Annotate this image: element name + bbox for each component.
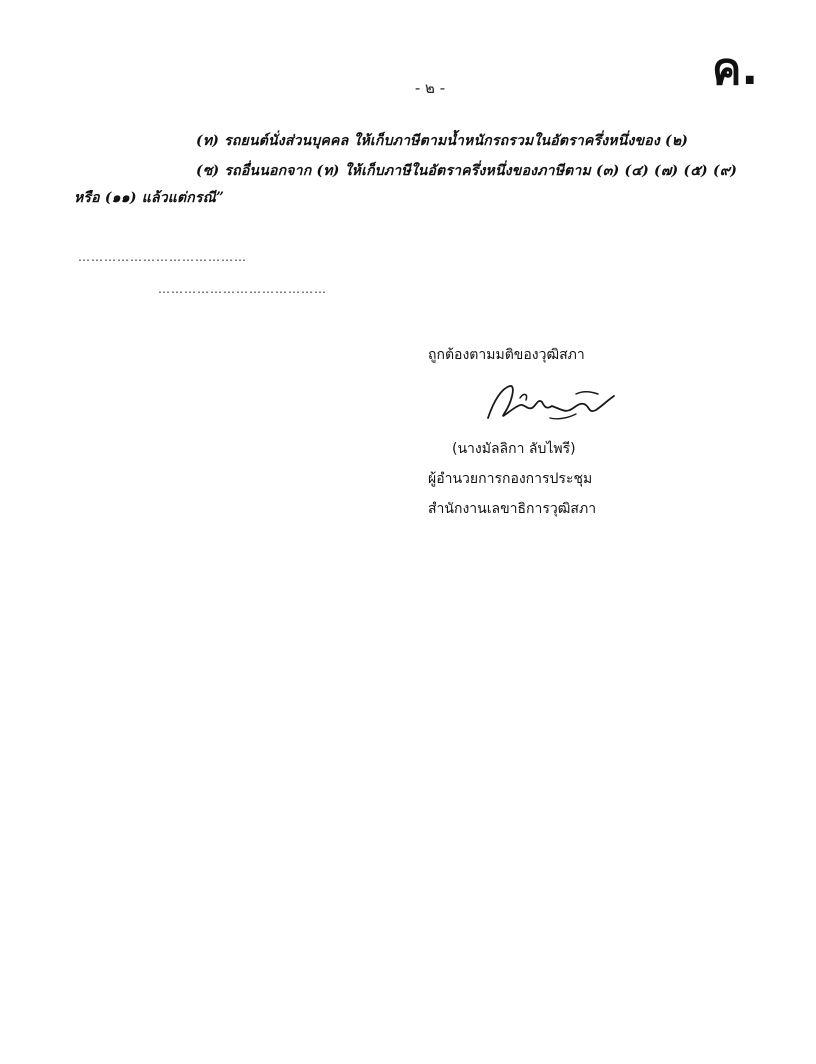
handwritten-signature — [480, 380, 620, 426]
amendment-line-a: (ท) รถยนต์นั่งส่วนบุคคล ให้เก็บภาษีตามน้ำหนักรถรวมในอัตราครึ่งหนึ่งของ (๒) — [196, 133, 689, 149]
signer-position-1: ผู้อำนวยการกองการประชุม — [428, 471, 593, 487]
dotted-separator-1: ………………………………… — [78, 250, 247, 264]
corner-mark: ค. — [712, 44, 759, 95]
signer-name: (นางมัลลิกา ลับไพรี) — [452, 441, 576, 457]
certification-statement: ถูกต้องตามมติของวุฒิสภา — [428, 347, 585, 363]
dotted-separator-2: ………………………………… — [158, 282, 327, 296]
amendment-line-b: (ซ) รถอื่นนอกจาก (ท) ให้เก็บภาษีในอัตราครึ่งหนึ่งของภาษีตาม (๓) (๔) (๗) (๕) (๙) — [196, 163, 738, 179]
amendment-line-c: หรือ (๑๑) แล้วแต่กรณี” — [74, 190, 225, 206]
page-number: - ๒ - — [414, 79, 446, 97]
signer-position-2: สำนักงานเลขาธิการวุฒิสภา — [428, 501, 597, 517]
